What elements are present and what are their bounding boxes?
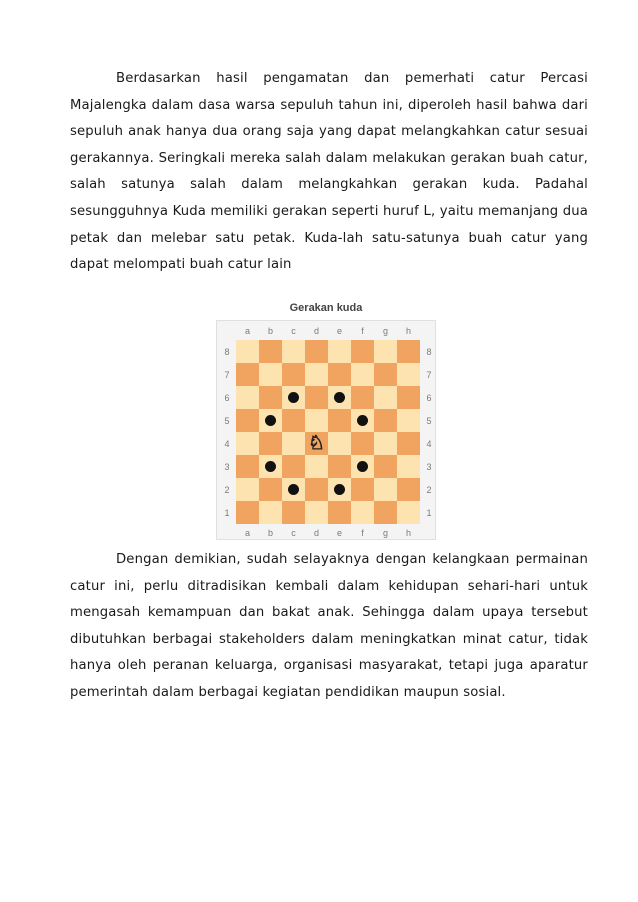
knight-target-dot-c6 xyxy=(288,392,299,403)
file-label-f-top: f xyxy=(361,326,364,336)
file-label-b-bottom: b xyxy=(267,528,273,538)
square-c5 xyxy=(282,409,305,432)
paragraph-1-text: Berdasarkan hasil pengamatan dan pemerhati catur Percasi Majalengka dalam dasa warsa sepuluh tahun ini, diperoleh hasil bahwa dari sepuluh anak hanya dua orang saja yang dapat melangkahkan catur sesuai gerakannya. Seringkali mereka salah dalam melakukan gerakan buah catur, salah satunya salah dalam melangkahkan gerakan kuda. Padahal sesungguhnya Kuda memiliki gerakan seperti huruf L, yaitu memanjang dua petak dan melebar satu petak. Kuda-lah satu-satunya buah catur yang dapat melompati buah catur lain xyxy=(70,71,588,273)
rank-label-7-right: 7 xyxy=(426,369,432,380)
square-e7 xyxy=(328,363,351,386)
square-b4 xyxy=(259,432,282,455)
square-f2 xyxy=(351,478,374,501)
square-e8 xyxy=(328,340,351,363)
square-h4 xyxy=(397,432,420,455)
square-c6 xyxy=(282,386,305,409)
square-d6 xyxy=(305,386,328,409)
file-label-f-bottom: f xyxy=(361,528,364,538)
file-label-c-bottom: c xyxy=(291,528,296,538)
knight-target-dot-c2 xyxy=(288,484,299,495)
square-c8 xyxy=(282,340,305,363)
square-e4 xyxy=(328,432,351,455)
knight-target-dot-e2 xyxy=(334,484,345,495)
chessboard xyxy=(236,340,420,524)
square-f7 xyxy=(351,363,374,386)
figure-title: Gerakan kuda xyxy=(289,302,363,314)
rank-label-8-right: 8 xyxy=(426,346,432,357)
knight-target-dot-b5 xyxy=(265,415,276,426)
rank-label-4-right: 4 xyxy=(426,438,432,449)
square-d7 xyxy=(305,363,328,386)
rank-label-8-left: 8 xyxy=(224,346,230,357)
square-a7 xyxy=(236,363,259,386)
square-a5 xyxy=(236,409,259,432)
square-a8 xyxy=(236,340,259,363)
square-g8 xyxy=(374,340,397,363)
file-label-e-top: e xyxy=(336,326,342,336)
rank-label-2-right: 2 xyxy=(426,484,432,495)
file-label-e-bottom: e xyxy=(336,528,342,538)
file-label-a-top: a xyxy=(244,326,250,336)
file-label-a-bottom: a xyxy=(244,528,250,538)
square-f1 xyxy=(351,501,374,524)
square-b3 xyxy=(259,455,282,478)
square-f5 xyxy=(351,409,374,432)
file-label-c-top: c xyxy=(291,326,296,336)
rank-label-6-right: 6 xyxy=(426,392,432,403)
square-d3 xyxy=(305,455,328,478)
square-e1 xyxy=(328,501,351,524)
knight-move-figure xyxy=(216,302,436,540)
paragraph-2 xyxy=(70,547,588,707)
square-h3 xyxy=(397,455,420,478)
square-e2 xyxy=(328,478,351,501)
square-d5 xyxy=(305,409,328,432)
square-g7 xyxy=(374,363,397,386)
square-g3 xyxy=(374,455,397,478)
square-b1 xyxy=(259,501,282,524)
square-c3 xyxy=(282,455,305,478)
square-a1 xyxy=(236,501,259,524)
square-e5 xyxy=(328,409,351,432)
square-g6 xyxy=(374,386,397,409)
square-c4 xyxy=(282,432,305,455)
square-b6 xyxy=(259,386,282,409)
square-g1 xyxy=(374,501,397,524)
rank-label-5-left: 5 xyxy=(224,415,230,426)
square-h7 xyxy=(397,363,420,386)
file-label-g-top: g xyxy=(382,326,388,336)
square-g4 xyxy=(374,432,397,455)
square-g2 xyxy=(374,478,397,501)
square-c1 xyxy=(282,501,305,524)
knight-target-dot-b3 xyxy=(265,461,276,472)
square-c7 xyxy=(282,363,305,386)
file-label-d-bottom: d xyxy=(313,528,319,538)
square-f3 xyxy=(351,455,374,478)
square-e6 xyxy=(328,386,351,409)
rank-label-7-left: 7 xyxy=(224,369,230,380)
square-d4 xyxy=(305,432,328,455)
square-d8 xyxy=(305,340,328,363)
square-f6 xyxy=(351,386,374,409)
file-label-h-bottom: h xyxy=(405,528,411,538)
square-a6 xyxy=(236,386,259,409)
chessboard-frame xyxy=(216,320,436,540)
square-b2 xyxy=(259,478,282,501)
square-h6 xyxy=(397,386,420,409)
square-h1 xyxy=(397,501,420,524)
file-label-h-top: h xyxy=(405,326,411,336)
square-a4 xyxy=(236,432,259,455)
paragraph-1 xyxy=(70,66,588,279)
rank-label-5-right: 5 xyxy=(426,415,432,426)
rank-label-3-left: 3 xyxy=(224,461,230,472)
rank-label-1-right: 1 xyxy=(426,507,432,518)
knight-icon: ♘ xyxy=(307,432,326,454)
rank-label-4-left: 4 xyxy=(224,438,230,449)
file-label-b-top: b xyxy=(267,326,273,336)
rank-label-6-left: 6 xyxy=(224,392,230,403)
square-d2 xyxy=(305,478,328,501)
square-f4 xyxy=(351,432,374,455)
square-e3 xyxy=(328,455,351,478)
rank-label-1-left: 1 xyxy=(224,507,230,518)
square-g5 xyxy=(374,409,397,432)
knight-target-dot-e6 xyxy=(334,392,345,403)
square-f8 xyxy=(351,340,374,363)
paragraph-2-text: Dengan demikian, sudah selayaknya dengan kelangkaan permainan catur ini, perlu ditradisikan kembali dalam kehidupan sehari-hari untuk mengasah kemampuan dan bakat anak. Sehingga dalam upaya tersebut dibutuhkan berbagai stakeholders dalam meningkatkan minat catur, tidak hanya oleh peranan keluarga, organisasi masyarakat, tetapi juga aparatur pemerintah dalam berbagai kegiatan pendidikan maupun sosial. xyxy=(70,552,588,700)
square-b7 xyxy=(259,363,282,386)
file-label-d-top: d xyxy=(313,326,319,336)
square-h5 xyxy=(397,409,420,432)
square-b5 xyxy=(259,409,282,432)
square-a2 xyxy=(236,478,259,501)
square-h8 xyxy=(397,340,420,363)
knight-target-dot-f3 xyxy=(357,461,368,472)
file-label-g-bottom: g xyxy=(382,528,388,538)
square-b8 xyxy=(259,340,282,363)
rank-label-3-right: 3 xyxy=(426,461,432,472)
rank-label-2-left: 2 xyxy=(224,484,230,495)
knight-target-dot-f5 xyxy=(357,415,368,426)
square-a3 xyxy=(236,455,259,478)
square-d1 xyxy=(305,501,328,524)
square-h2 xyxy=(397,478,420,501)
square-c2 xyxy=(282,478,305,501)
